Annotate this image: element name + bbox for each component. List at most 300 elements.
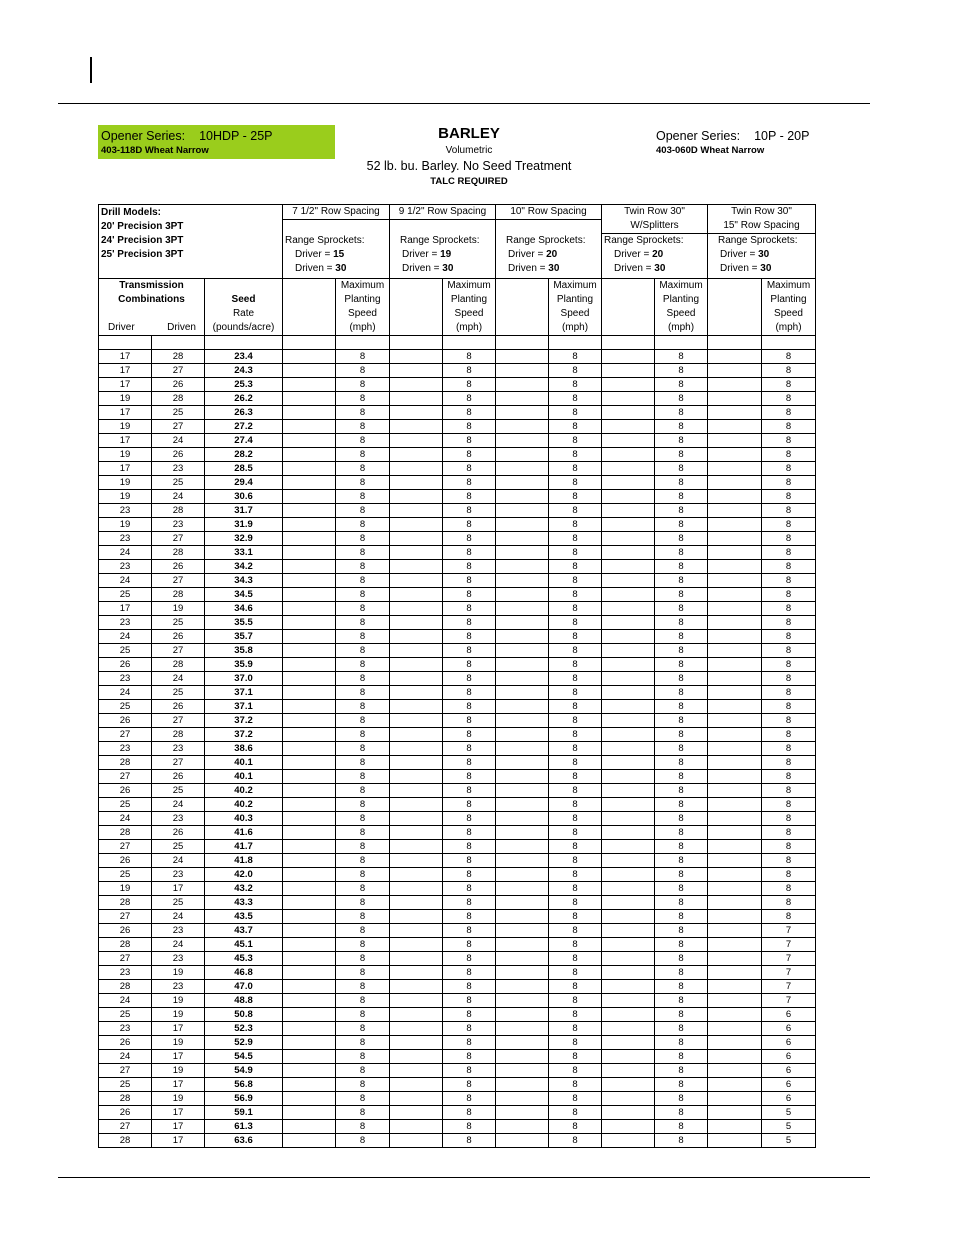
blank-cell <box>390 1064 443 1078</box>
blank-cell <box>390 910 443 924</box>
speed-cell: 6 <box>762 1064 816 1078</box>
blank-cell <box>602 1092 655 1106</box>
opener-part: 403-118D Wheat Narrow <box>101 145 209 156</box>
blank-cell <box>708 406 762 420</box>
driven-cell: 27 <box>152 532 205 546</box>
spacing-cell <box>602 205 708 279</box>
margin-bar <box>90 57 92 83</box>
speed-line: Maximum <box>659 280 703 291</box>
speed-cell: 8 <box>655 896 708 910</box>
blank-header <box>708 279 762 336</box>
blank-cell <box>602 812 655 826</box>
table-row <box>99 518 816 532</box>
blank-cell <box>602 1064 655 1078</box>
blank-cell <box>708 504 762 518</box>
table-row <box>99 420 816 434</box>
speed-cell: 8 <box>762 658 816 672</box>
driver-cell: 17 <box>99 350 152 364</box>
speed-cell: 8 <box>336 1008 390 1022</box>
speed-cell: 8 <box>655 784 708 798</box>
blank-cell <box>283 924 336 938</box>
speed-cell: 8 <box>549 1050 602 1064</box>
driven-cell: 23 <box>152 518 205 532</box>
blank-cell <box>602 980 655 994</box>
driven-cell: 26 <box>152 630 205 644</box>
speed-cell: 8 <box>655 406 708 420</box>
driven-value: 30 <box>654 263 666 274</box>
blank-cell <box>496 1064 549 1078</box>
speed-cell: 8 <box>549 1078 602 1092</box>
driven-cell: 25 <box>152 406 205 420</box>
blank-cell <box>496 770 549 784</box>
range-sprockets <box>496 234 601 276</box>
speed-cell: 8 <box>443 1064 496 1078</box>
speed-header <box>655 279 708 336</box>
speed-cell: 8 <box>549 1036 602 1050</box>
speed-cell: 8 <box>549 1064 602 1078</box>
blank-cell <box>708 896 762 910</box>
blank-cell <box>708 686 762 700</box>
speed-cell: 8 <box>762 672 816 686</box>
speed-cell: 8 <box>549 476 602 490</box>
transmission-title: Transmission Combinations <box>118 280 185 305</box>
speed-cell: 8 <box>655 854 708 868</box>
blank-cell <box>602 700 655 714</box>
table-row <box>99 756 816 770</box>
spacing-cell <box>283 205 390 279</box>
driven-label: Driven = <box>402 263 443 274</box>
driver-cell: 24 <box>99 630 152 644</box>
driver-cell: 26 <box>99 1106 152 1120</box>
opener-series-right <box>656 128 856 157</box>
blank-cell <box>390 378 443 392</box>
blank-cell <box>602 1050 655 1064</box>
speed-cell: 8 <box>549 588 602 602</box>
driver-cell: 25 <box>99 1008 152 1022</box>
speed-cell: 8 <box>443 1134 496 1148</box>
blank-cell <box>602 1036 655 1050</box>
speed-cell: 8 <box>549 518 602 532</box>
driven-cell: 27 <box>152 420 205 434</box>
speed-cell: 8 <box>336 938 390 952</box>
speed-cell: 8 <box>655 448 708 462</box>
blank-cell <box>602 910 655 924</box>
blank-cell <box>283 574 336 588</box>
speed-cell: 6 <box>762 1036 816 1050</box>
blank-cell <box>496 1092 549 1106</box>
blank-cell <box>602 1120 655 1134</box>
driven-cell: 28 <box>152 728 205 742</box>
table-row <box>99 658 816 672</box>
speed-cell: 8 <box>336 672 390 686</box>
speed-cell: 8 <box>443 938 496 952</box>
driven-label: Driven = <box>614 263 655 274</box>
blank-cell <box>708 1134 762 1148</box>
blank-cell <box>708 602 762 616</box>
blank-cell <box>283 518 336 532</box>
speed-cell: 8 <box>762 840 816 854</box>
driver-cell: 28 <box>99 1092 152 1106</box>
speed-cell: 8 <box>762 784 816 798</box>
seed-rate-cell: 41.6 <box>205 826 283 840</box>
blank-cell <box>283 770 336 784</box>
blank-cell <box>602 350 655 364</box>
driver-cell: 17 <box>99 434 152 448</box>
driven-cell: 27 <box>152 714 205 728</box>
speed-cell: 8 <box>336 966 390 980</box>
seed-rate-cell: 61.3 <box>205 1120 283 1134</box>
blank-cell <box>496 462 549 476</box>
blank-cell <box>496 812 549 826</box>
speed-cell: 8 <box>336 1050 390 1064</box>
speed-line: Planting <box>770 294 807 305</box>
speed-cell: 7 <box>762 924 816 938</box>
speed-cell: 8 <box>655 700 708 714</box>
speed-cell: 8 <box>762 406 816 420</box>
driver-cell: 28 <box>99 1134 152 1148</box>
speed-cell: 8 <box>336 854 390 868</box>
blank-cell <box>390 504 443 518</box>
driver-cell: 17 <box>99 364 152 378</box>
speed-cell: 8 <box>443 980 496 994</box>
speed-cell: 8 <box>762 588 816 602</box>
blank-cell <box>708 868 762 882</box>
speed-line: (mph) <box>455 322 483 333</box>
speed-cell: 8 <box>336 434 390 448</box>
blank-cell <box>602 1106 655 1120</box>
speed-cell: 8 <box>655 616 708 630</box>
blank-cell <box>283 1106 336 1120</box>
blank-cell <box>283 868 336 882</box>
blank-cell <box>496 420 549 434</box>
speed-cell: 8 <box>443 532 496 546</box>
blank-cell <box>283 994 336 1008</box>
speed-cell: 8 <box>443 812 496 826</box>
table-row <box>99 924 816 938</box>
blank-cell <box>708 770 762 784</box>
speed-cell: 8 <box>762 462 816 476</box>
speed-cell: 8 <box>655 1134 708 1148</box>
speed-cell: 8 <box>336 798 390 812</box>
blank-header <box>390 279 443 336</box>
table-row <box>99 700 816 714</box>
blank-cell <box>708 1078 762 1092</box>
range-label: Range Sprockets: <box>400 235 480 246</box>
seed-rate-cell: 26.2 <box>205 392 283 406</box>
speed-cell: 8 <box>655 980 708 994</box>
speed-cell: 5 <box>762 1106 816 1120</box>
blank-cell <box>496 1008 549 1022</box>
blank-cell <box>602 924 655 938</box>
blank-cell <box>496 546 549 560</box>
blank-cell <box>496 560 549 574</box>
blank-cell <box>283 756 336 770</box>
speed-cell: 8 <box>336 364 390 378</box>
speed-cell: 8 <box>762 504 816 518</box>
speed-cell: 8 <box>443 1050 496 1064</box>
speed-cell: 8 <box>336 812 390 826</box>
speed-line: (mph) <box>775 322 802 333</box>
seed-rate-cell: 43.7 <box>205 924 283 938</box>
driven-cell: 17 <box>152 1022 205 1036</box>
table-row <box>99 840 816 854</box>
blank-cell <box>708 448 762 462</box>
speed-cell: 8 <box>762 448 816 462</box>
driver-cell: 27 <box>99 840 152 854</box>
speed-cell: 8 <box>443 350 496 364</box>
blank-cell <box>283 728 336 742</box>
blank-cell <box>496 602 549 616</box>
blank-header <box>283 279 336 336</box>
driven-cell: 24 <box>152 490 205 504</box>
speed-cell: 8 <box>336 770 390 784</box>
driver-cell: 26 <box>99 924 152 938</box>
speed-cell: 8 <box>762 868 816 882</box>
speed-cell: 8 <box>549 994 602 1008</box>
range-sprockets <box>390 234 495 276</box>
seed-rate-line: Rate <box>232 308 255 319</box>
blank-cell <box>283 546 336 560</box>
blank-cell <box>390 770 443 784</box>
table-row <box>99 476 816 490</box>
blank-cell <box>283 882 336 896</box>
speed-cell: 8 <box>443 392 496 406</box>
speed-cell: 8 <box>655 812 708 826</box>
speed-cell: 8 <box>443 994 496 1008</box>
blank-cell <box>390 448 443 462</box>
driver-cell: 26 <box>99 854 152 868</box>
blank-cell <box>283 896 336 910</box>
driven-cell: 24 <box>152 854 205 868</box>
seed-rate-cell: 40.2 <box>205 784 283 798</box>
drill-models-label: Drill Models: <box>101 207 162 218</box>
blank-cell <box>496 1036 549 1050</box>
blank-cell <box>390 462 443 476</box>
seed-rate-cell: 25.3 <box>205 378 283 392</box>
speed-cell: 8 <box>549 658 602 672</box>
blank-cell <box>708 364 762 378</box>
speed-cell: 8 <box>443 826 496 840</box>
driven-cell: 28 <box>152 392 205 406</box>
opener-value: 10HDP - 25P <box>199 129 273 143</box>
speed-cell: 8 <box>655 518 708 532</box>
table-row <box>99 882 816 896</box>
blank-cell <box>496 504 549 518</box>
speed-cell: 8 <box>655 924 708 938</box>
driver-cell: 23 <box>99 532 152 546</box>
blank-cell <box>496 658 549 672</box>
driven-cell: 17 <box>152 882 205 896</box>
table-row <box>99 1120 816 1134</box>
blank-cell <box>602 686 655 700</box>
speed-line: Maximum <box>340 280 385 291</box>
speed-cell: 8 <box>762 714 816 728</box>
seed-rate-cell: 35.5 <box>205 616 283 630</box>
speed-cell: 8 <box>443 1036 496 1050</box>
blank-cell <box>390 406 443 420</box>
blank-cell <box>283 672 336 686</box>
spacing-title-2: 15" Row Spacing <box>708 219 815 234</box>
driver-cell: 25 <box>99 868 152 882</box>
seed-rate-cell: 45.1 <box>205 938 283 952</box>
driver-cell: 17 <box>99 378 152 392</box>
spacing-title: Twin Row 30" <box>731 206 792 217</box>
page-subtitle: Volumetric <box>445 145 493 156</box>
speed-cell: 8 <box>443 406 496 420</box>
blank-cell <box>390 1106 443 1120</box>
blank-cell <box>602 938 655 952</box>
seed-rate-cell: 23.4 <box>205 350 283 364</box>
blank-cell <box>283 378 336 392</box>
driven-cell: 19 <box>152 994 205 1008</box>
speed-cell: 5 <box>762 1120 816 1134</box>
driver-cell: 28 <box>99 756 152 770</box>
driven-cell: 27 <box>152 756 205 770</box>
speed-cell: 8 <box>336 644 390 658</box>
blank-cell <box>283 434 336 448</box>
driver-value: 15 <box>333 249 345 260</box>
speed-cell: 8 <box>336 406 390 420</box>
speed-cell: 8 <box>655 686 708 700</box>
seed-rate-cell: 37.2 <box>205 728 283 742</box>
blank-cell <box>496 1120 549 1134</box>
table-row <box>99 854 816 868</box>
driver-label: Driver = <box>295 249 334 260</box>
driver-cell: 19 <box>99 448 152 462</box>
table-row <box>99 1106 816 1120</box>
spacing-cell <box>496 205 602 279</box>
driver-cell: 19 <box>99 490 152 504</box>
blank-cell <box>602 476 655 490</box>
blank-cell <box>496 966 549 980</box>
driven-value: 30 <box>760 263 772 274</box>
speed-cell: 8 <box>549 798 602 812</box>
table-row <box>99 1050 816 1064</box>
speed-cell: 8 <box>655 952 708 966</box>
seed-rate-cell: 43.2 <box>205 882 283 896</box>
speed-cell: 8 <box>762 532 816 546</box>
speed-cell: 7 <box>762 994 816 1008</box>
speed-cell: 6 <box>762 1050 816 1064</box>
speed-cell: 8 <box>655 658 708 672</box>
driven-cell: 24 <box>152 434 205 448</box>
driver-cell: 24 <box>99 994 152 1008</box>
speed-cell: 8 <box>443 560 496 574</box>
top-rule <box>58 103 870 104</box>
speed-cell: 8 <box>762 546 816 560</box>
blank-cell <box>496 1078 549 1092</box>
driven-cell: 28 <box>152 504 205 518</box>
driven-cell: 24 <box>152 798 205 812</box>
blank-cell <box>602 364 655 378</box>
speed-cell: 8 <box>443 728 496 742</box>
spacer-row <box>99 336 816 350</box>
speed-cell: 8 <box>549 406 602 420</box>
speed-cell: 8 <box>336 350 390 364</box>
blank-cell <box>602 532 655 546</box>
speed-cell: 8 <box>336 756 390 770</box>
table-row <box>99 812 816 826</box>
speed-header <box>549 279 602 336</box>
seed-rate-cell: 35.9 <box>205 658 283 672</box>
speed-cell: 8 <box>549 504 602 518</box>
seed-rate-cell: 31.9 <box>205 518 283 532</box>
speed-cell: 8 <box>655 476 708 490</box>
speed-cell: 8 <box>336 476 390 490</box>
blank-cell <box>283 952 336 966</box>
table-row <box>99 392 816 406</box>
seed-rate-cell: 46.8 <box>205 966 283 980</box>
blank-cell <box>708 882 762 896</box>
blank-cell <box>708 840 762 854</box>
driver-cell: 17 <box>99 602 152 616</box>
blank-cell <box>496 714 549 728</box>
seed-rate-cell: 54.5 <box>205 1050 283 1064</box>
table-row <box>99 1008 816 1022</box>
blank-cell <box>496 826 549 840</box>
blank-cell <box>708 434 762 448</box>
speed-cell: 8 <box>336 504 390 518</box>
driver-value: 20 <box>546 249 558 260</box>
blank-cell <box>283 602 336 616</box>
driven-cell: 19 <box>152 1092 205 1106</box>
blank-cell <box>496 1134 549 1148</box>
seed-rate-header <box>205 279 283 336</box>
speed-cell: 8 <box>336 826 390 840</box>
speed-cell: 8 <box>655 1008 708 1022</box>
blank-cell <box>283 784 336 798</box>
blank-cell <box>283 840 336 854</box>
drill-model: 24' Precision 3PT <box>101 235 184 246</box>
speed-cell: 8 <box>655 1064 708 1078</box>
seed-rate-cell: 37.1 <box>205 686 283 700</box>
blank-cell <box>390 588 443 602</box>
speed-line: Planting <box>662 294 700 305</box>
speed-cell: 8 <box>336 658 390 672</box>
blank-cell <box>390 434 443 448</box>
blank-cell <box>708 588 762 602</box>
speed-cell: 8 <box>336 910 390 924</box>
driven-cell: 28 <box>152 658 205 672</box>
speed-cell: 8 <box>655 350 708 364</box>
speed-cell: 8 <box>549 546 602 560</box>
blank-cell <box>283 1008 336 1022</box>
blank-cell <box>496 630 549 644</box>
blank-cell <box>602 714 655 728</box>
blank-cell <box>496 574 549 588</box>
driver-cell: 17 <box>99 406 152 420</box>
speed-cell: 8 <box>549 728 602 742</box>
speed-cell: 8 <box>549 756 602 770</box>
blank-cell <box>283 630 336 644</box>
opener-part: 403-060D Wheat Narrow <box>656 145 765 156</box>
opener-label: Opener Series: <box>656 129 741 143</box>
speed-header <box>443 279 496 336</box>
speed-cell: 8 <box>549 700 602 714</box>
blank-cell <box>283 406 336 420</box>
speed-cell: 8 <box>549 364 602 378</box>
speed-header <box>762 279 816 336</box>
driver-label: Driver = <box>614 249 653 260</box>
blank-cell <box>390 560 443 574</box>
driven-cell: 28 <box>152 350 205 364</box>
blank-cell <box>390 490 443 504</box>
driver-cell: 28 <box>99 938 152 952</box>
driver-cell: 27 <box>99 910 152 924</box>
speed-cell: 8 <box>443 686 496 700</box>
blank-cell <box>602 630 655 644</box>
driven-cell: 23 <box>152 742 205 756</box>
